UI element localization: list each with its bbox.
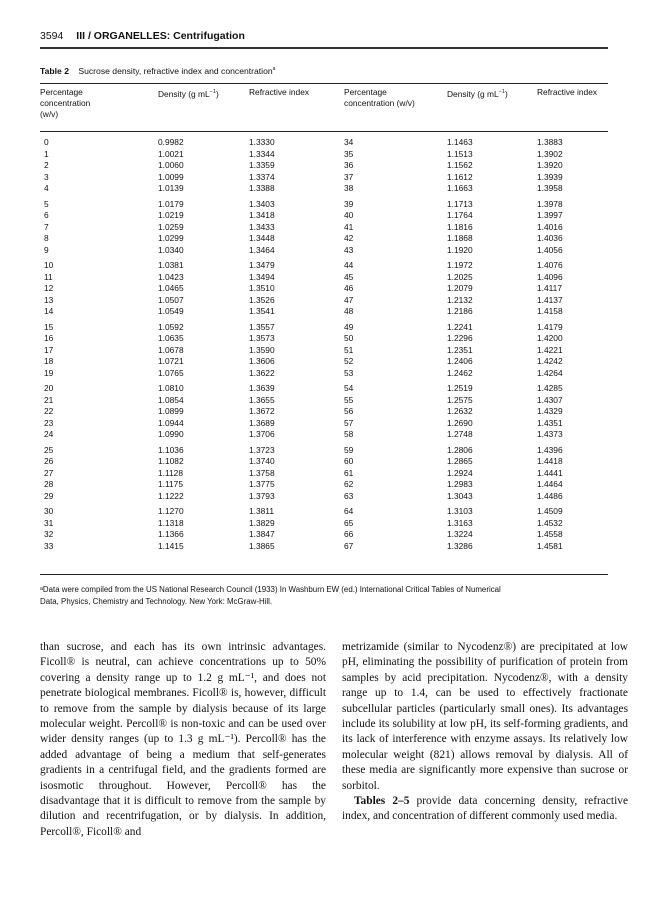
table-cell: 1.1972 [447, 260, 473, 270]
header-line: concentration (w/v) [344, 98, 415, 108]
table-cell: 2 [44, 160, 49, 170]
table-cell: 1.0381 [158, 260, 184, 270]
table-cell: 1.3740 [249, 456, 275, 466]
table-cell: 1.4158 [537, 306, 563, 316]
table-cell: 57 [344, 417, 354, 428]
body-paragraph: metrizamide (similar to Nycodenz®) are precipitated at low pH, eliminating the possibility of purification of protein from samples by acid precipitation. Nycodenz®, with a density range up to 1.4, can be used to effectively fractionate subcellular particles (particularly small ones). Its advantages include its solubility at low pH, its self-forming gradients, and its lack of interference with enzyme assays. Its relatively low molecular weight (821) allows removal by dialysis. All of these media are significantly more expensive than sucrose or sorbitol. [342, 641, 628, 792]
table-cell: 1.3997 [537, 210, 563, 220]
table-cell: 1.0340 [158, 244, 184, 255]
table-cell: 26 [44, 456, 54, 466]
table-cell: 1.4396 [537, 444, 563, 455]
table-cell: 1.3510 [249, 283, 275, 293]
table-row [40, 429, 608, 441]
table-row [40, 306, 608, 318]
table-cell: 20 [44, 383, 54, 393]
table-cell: 1.3374 [249, 171, 275, 182]
table-cell: 1.0099 [158, 171, 184, 182]
table-row [40, 491, 608, 503]
table-row [40, 506, 608, 518]
table-cell: 44 [344, 260, 354, 270]
table-cell: 1.2186 [447, 306, 473, 316]
header-exponent: −1 [498, 89, 505, 95]
table-row [40, 172, 608, 184]
table-row-group [40, 260, 608, 318]
table-cell: 1.0549 [158, 306, 184, 316]
table-cell: 1.3403 [249, 198, 275, 209]
table-row [40, 222, 608, 234]
body-column-left [40, 640, 326, 840]
table-cell: 1.4307 [537, 394, 563, 405]
header-exponent: −1 [209, 89, 216, 95]
table-row-group [40, 383, 608, 441]
table-row [40, 518, 608, 530]
header-text: Density (g mL [158, 88, 210, 99]
header-text: ) [504, 88, 508, 99]
table-cell: 3 [44, 171, 49, 182]
table-cell: 1.3672 [249, 406, 275, 416]
table-cell: 1.1128 [158, 467, 183, 478]
table-cell: 1.4441 [537, 467, 563, 478]
header-line: (w/v) [40, 109, 59, 119]
header-line: Percentage [40, 87, 83, 97]
table-cell: 1.0592 [158, 321, 184, 332]
table-cell: 1.2806 [447, 444, 473, 455]
header-density-2 [447, 87, 508, 100]
table-row-group [40, 506, 608, 552]
table-row [40, 322, 608, 334]
table-cell: 67 [344, 540, 354, 551]
table-cell: 1.0678 [158, 344, 184, 355]
table-row-group [40, 445, 608, 503]
table-cell: 1.4264 [537, 367, 563, 378]
table-cell: 1.2406 [447, 356, 473, 366]
table-cell: 1.1270 [158, 506, 184, 516]
table-cell: 1.3541 [249, 306, 275, 316]
table-cell: 1.3939 [537, 171, 563, 182]
table-cell: 1.2296 [447, 333, 473, 343]
table-cell: 1.2462 [447, 367, 473, 378]
table-cell: 32 [44, 529, 54, 539]
table-cell: 1.4117 [537, 283, 562, 293]
table-cell: 51 [344, 344, 354, 355]
table-row-group [40, 322, 608, 380]
table-cell: 1.4242 [537, 356, 563, 366]
table-cell: 1.1513 [447, 148, 473, 159]
table-cell: 1.3883 [537, 137, 563, 147]
table-cell: 63 [344, 490, 354, 501]
table-cell: 35 [344, 148, 354, 159]
table-cell: 62 [344, 479, 354, 489]
table-cell: 1.2924 [447, 467, 473, 478]
table-cell: 1.4036 [537, 233, 563, 243]
table-cell: 13 [44, 294, 54, 305]
table-cell: 40 [344, 210, 354, 220]
table-cell: 1.0021 [158, 148, 184, 159]
table-cell: 1.1463 [447, 137, 473, 147]
table-cell: 24 [44, 429, 54, 439]
table-cell: 8 [44, 233, 49, 243]
table-cell: 1.3433 [249, 221, 275, 232]
table-cell: 1.3758 [249, 467, 275, 478]
table-cell: 1.3793 [249, 490, 275, 501]
table-label: Table 2 [40, 66, 69, 76]
table-cell: 1.0060 [158, 160, 184, 170]
table-cell: 48 [344, 306, 354, 316]
table-cell: 1.3811 [249, 506, 274, 516]
table-row [40, 245, 608, 257]
table-cell: 1.3418 [249, 210, 275, 220]
table-cell: 1.1764 [447, 210, 473, 220]
table-cell: 1.1366 [158, 529, 184, 539]
table-cell: 1.2632 [447, 406, 473, 416]
table-row [40, 456, 608, 468]
table-row [40, 272, 608, 284]
table-cell: 1.1612 [447, 171, 473, 182]
footnote-marker: a [272, 66, 276, 73]
table-cell: 0 [44, 137, 49, 147]
table-cell: 19 [44, 367, 54, 378]
table-cell: 53 [344, 367, 354, 378]
table-cell: 1.2079 [447, 283, 473, 293]
table-cell: 1.1868 [447, 233, 473, 243]
table-cell: 1.2351 [447, 344, 473, 355]
table-header-rule [40, 131, 608, 132]
table-cell: 1.3388 [249, 183, 275, 193]
table-cell: 1.4096 [537, 271, 563, 282]
table-cell: 1.3689 [249, 417, 275, 428]
table-cell: 10 [44, 260, 54, 270]
table-cell: 34 [344, 137, 354, 147]
table-cell: 1.4464 [537, 479, 563, 489]
table-cell: 1.0635 [158, 333, 184, 343]
table-cell: 1.3622 [249, 367, 275, 378]
table-cell: 1.3043 [447, 490, 473, 501]
table-title: Sucrose density, refractive index and concentration [78, 66, 273, 76]
footnote-line: Data, Physics, Chemistry and Technology. New York: McGraw-Hill. [40, 597, 273, 606]
table-row [40, 418, 608, 430]
table-cell: 1.3344 [249, 148, 275, 159]
table-cell: 1.4056 [537, 244, 563, 255]
table-cell: 1.0507 [158, 294, 184, 305]
header-density [158, 87, 219, 100]
table-cell: 1.3978 [537, 198, 563, 209]
table-body [40, 137, 608, 556]
footnote-line: ᵃData were compiled from the US National Research Council (1933) In Washburn EW (ed.) International Critical Tables of Numerical [40, 585, 501, 594]
table-cell: 66 [344, 529, 354, 539]
table-row [40, 529, 608, 541]
table-row [40, 368, 608, 380]
table-cell: 1.1036 [158, 444, 184, 455]
table-cell: 64 [344, 506, 354, 516]
table-cell: 52 [344, 356, 354, 366]
table-cell: 47 [344, 294, 354, 305]
table-cell: 1.4329 [537, 406, 563, 416]
table-cell: 1.3494 [249, 271, 275, 282]
table-cell: 22 [44, 406, 54, 416]
table-cell: 1.3479 [249, 260, 275, 270]
table-cell: 41 [344, 221, 354, 232]
table-row [40, 210, 608, 222]
table-cell: 1.2519 [447, 383, 473, 393]
table-cell: 1.4221 [537, 344, 563, 355]
table-cell: 1.3286 [447, 540, 473, 551]
header-text: Density (g mL [447, 88, 499, 99]
table-cell: 25 [44, 444, 54, 455]
table-cell: 36 [344, 160, 354, 170]
table-cell: 1.4581 [537, 540, 563, 551]
table-cell: 21 [44, 394, 54, 405]
section-title: III / ORGANELLES: Centrifugation [76, 30, 245, 42]
header-text: ) [215, 88, 219, 99]
table-row [40, 233, 608, 245]
table-cell: 1.1920 [447, 244, 473, 255]
table-cell: 1.3706 [249, 429, 275, 439]
paragraph-text: provide data concerning density, refractive index, and concentration of different commonly used media. [342, 795, 628, 823]
table-cell: 1.2025 [447, 271, 473, 282]
table-cell: 45 [344, 271, 354, 282]
header-divider [40, 47, 608, 49]
table-cell: 1.4016 [537, 221, 563, 232]
table-cell: 1.0854 [158, 394, 184, 405]
table-cell: 1.3330 [249, 137, 275, 147]
table-row [40, 199, 608, 211]
table-row [40, 345, 608, 357]
header-line: Percentage [344, 87, 387, 97]
table-cell: 1.4418 [537, 456, 563, 466]
table-cell: 1.1318 [158, 517, 184, 528]
table-cell: 1.0721 [158, 356, 184, 366]
table-cell: 1.2241 [447, 321, 473, 332]
table-bottom-rule [40, 574, 608, 575]
table-cell: 1.3902 [537, 148, 563, 159]
table-cell: 1.1082 [158, 456, 184, 466]
table-cell: 1.2575 [447, 394, 473, 405]
table-cell: 55 [344, 394, 354, 405]
table-cell: 7 [44, 221, 49, 232]
table-cell: 1.4558 [537, 529, 563, 539]
table-cell: 1.0990 [158, 429, 184, 439]
table-cell: 1.3103 [447, 506, 473, 516]
header-concentration-2 [344, 87, 415, 109]
table-cell: 1.3448 [249, 233, 275, 243]
table-row-group [40, 199, 608, 257]
table-cell: 1.0299 [158, 233, 184, 243]
table-cell: 37 [344, 171, 354, 182]
table-cell: 1.1562 [447, 160, 473, 170]
table-cell: 1.3829 [249, 517, 275, 528]
table-cell: 1.3464 [249, 244, 275, 255]
table-cell: 1.1222 [158, 490, 184, 501]
table-cell: 1.2865 [447, 456, 473, 466]
table-cell: 1.0259 [158, 221, 184, 232]
table-cell: 1.3163 [447, 517, 473, 528]
header-concentration [40, 87, 90, 120]
table-cell: 31 [44, 517, 54, 528]
table-row [40, 333, 608, 345]
table-cell: 18 [44, 356, 54, 366]
table-cell: 50 [344, 333, 354, 343]
table-row [40, 406, 608, 418]
table-cell: 1.3639 [249, 383, 275, 393]
table-cell: 1.3606 [249, 356, 275, 366]
table-cell: 1.2690 [447, 417, 473, 428]
table-cell: 27 [44, 467, 54, 478]
table-cell: 1.0465 [158, 283, 184, 293]
table-row [40, 395, 608, 407]
table-cell: 1.2748 [447, 429, 473, 439]
table-cell: 1.4137 [537, 294, 563, 305]
table-cell: 1.3224 [447, 529, 473, 539]
table-cell: 1.3723 [249, 444, 275, 455]
table-cell: 33 [44, 540, 54, 551]
table-cell: 15 [44, 321, 54, 332]
table-cell: 1 [44, 148, 49, 159]
table-cell: 1.3847 [249, 529, 275, 539]
table-cell: 1.4373 [537, 429, 563, 439]
table-cell: 1.4285 [537, 383, 563, 393]
table-row [40, 260, 608, 272]
table-row [40, 479, 608, 491]
table-cell: 39 [344, 198, 354, 209]
table-cell: 1.3359 [249, 160, 275, 170]
table-cell: 1.3775 [249, 479, 275, 489]
table-cell: 1.3557 [249, 321, 275, 332]
table-cell: 5 [44, 198, 49, 209]
table-row [40, 283, 608, 295]
table-row [40, 295, 608, 307]
table-cell: 4 [44, 183, 49, 193]
table-cell: 56 [344, 406, 354, 416]
table-cell: 29 [44, 490, 54, 501]
table-cell: 1.4532 [537, 517, 563, 528]
table-cell: 65 [344, 517, 354, 528]
table-cell: 1.1663 [447, 183, 473, 193]
table-cell: 1.3655 [249, 394, 275, 405]
table-cell: 6 [44, 210, 49, 220]
table-cell: 1.1713 [447, 198, 473, 209]
table-cell: 54 [344, 383, 354, 393]
table-cell: 14 [44, 306, 54, 316]
table-cell: 1.3958 [537, 183, 563, 193]
table-cell: 1.1816 [447, 221, 473, 232]
table-cell: 49 [344, 321, 354, 332]
table-cell: 1.3573 [249, 333, 275, 343]
table-cell: 38 [344, 183, 354, 193]
table-cell: 46 [344, 283, 354, 293]
table-cell: 1.4509 [537, 506, 563, 516]
table-cell: 1.1415 [158, 540, 184, 551]
table-footnote [40, 584, 610, 608]
table-row [40, 183, 608, 195]
table-row-group [40, 137, 608, 195]
header-line: concentration [40, 98, 91, 108]
table-cell: 17 [44, 344, 54, 355]
table-cell: 1.0423 [158, 271, 184, 282]
table-cell: 12 [44, 283, 54, 293]
table-cell: 60 [344, 456, 354, 466]
table-row [40, 445, 608, 457]
table-cell: 9 [44, 244, 49, 255]
table-row [40, 160, 608, 172]
body-paragraph: than sucrose, and each has its own intrinsic advantages. Ficoll® is neutral, can achieve concentrations up to 50% covering a density range up to 1.2 g mL⁻¹, and does not penetrate biological membranes. Ficoll® is, however, difficult to remove from the sample by dialysis because of its large molecular weight. Percoll® is non-toxic and can be used over wider density ranges (up to 1.3 g mL⁻¹). Percoll® has the added advantage of being a medium that self-generates gradients in a centrifugal field, and the gradients formed are isosmotic throughout. However, Percoll® has the disadvantage that it is difficult to remove from the sample by dilution and recentrifugation, or by dialysis. In addition, Percoll®, Ficoll® and [40, 641, 326, 838]
page-number: 3594 [40, 30, 64, 42]
table-cell: 1.4486 [537, 490, 563, 501]
table-cell: 1.0219 [158, 210, 184, 220]
table-cell: 1.3865 [249, 540, 275, 551]
table-cell: 28 [44, 479, 54, 489]
table-cell: 23 [44, 417, 54, 428]
table-cell: 1.3526 [249, 294, 275, 305]
table-cell: 58 [344, 429, 354, 439]
table-cell: 1.0899 [158, 406, 184, 416]
table-cell: 1.0810 [158, 383, 184, 393]
table-cell: 1.4351 [537, 417, 563, 428]
table-top-rule [40, 83, 608, 84]
table-row [40, 356, 608, 368]
table-reference: Tables 2–5 [354, 795, 410, 808]
table-cell: 16 [44, 333, 54, 343]
table-row [40, 468, 608, 480]
table-cell: 1.4076 [537, 260, 563, 270]
header-refractive-index-2: Refractive index [537, 87, 598, 97]
table-cell: 42 [344, 233, 354, 243]
table-row [40, 149, 608, 161]
table-cell: 1.4200 [537, 333, 563, 343]
table-row [40, 541, 608, 553]
table-cell: 1.1175 [158, 479, 183, 489]
table-cell: 1.0765 [158, 367, 184, 378]
table-cell: 1.2132 [447, 294, 473, 305]
body-column-right [342, 640, 628, 825]
table-cell: 61 [344, 467, 354, 478]
table-cell: 0.9982 [158, 137, 184, 147]
table-cell: 1.4179 [537, 321, 563, 332]
table-cell: 43 [344, 244, 354, 255]
body-paragraph [342, 794, 628, 825]
table-cell: 1.0179 [158, 198, 184, 209]
table-cell: 1.0139 [158, 183, 184, 193]
table-cell: 1.3590 [249, 344, 275, 355]
table-cell: 11 [44, 271, 53, 282]
header-refractive-index: Refractive index [249, 87, 310, 97]
table-cell: 1.0944 [158, 417, 184, 428]
table-cell: 30 [44, 506, 54, 516]
table-row [40, 137, 608, 149]
table-cell: 1.3920 [537, 160, 563, 170]
table-cell: 1.2983 [447, 479, 473, 489]
table-caption [40, 66, 275, 76]
table-cell: 59 [344, 444, 354, 455]
running-head [40, 30, 610, 42]
table-row [40, 383, 608, 395]
